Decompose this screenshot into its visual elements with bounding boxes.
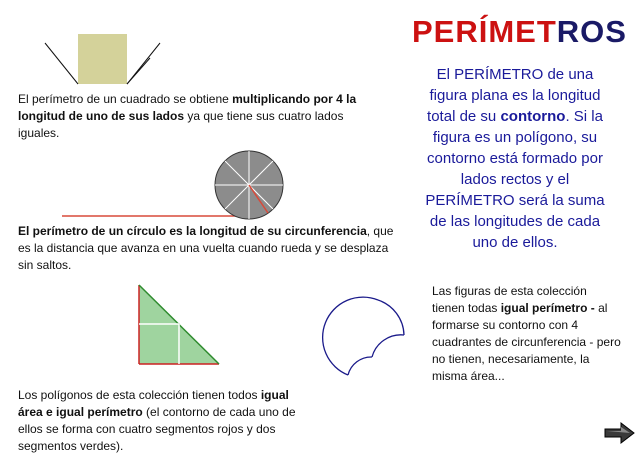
note-text-1: Las figuras de esta colección tienen todas <box>432 284 587 315</box>
note-text-2: al formarse su contorno con 4 cuadrantes de circunferencia - pero no tienen, necesariamente, la misma área... <box>432 301 621 383</box>
arc-4 <box>348 357 372 375</box>
note-bold: igual perímetro - <box>500 301 595 315</box>
square-side-line-left <box>45 43 78 84</box>
arc-3 <box>372 335 404 357</box>
next-button[interactable] <box>603 420 637 446</box>
arc-2 <box>378 300 404 335</box>
square-text-1: El perímetro de un cuadrado se obtiene <box>18 92 233 106</box>
definition-text-1: El PERÍMETRO de una figura plana es la longitud total de su <box>427 66 601 125</box>
square-shape <box>78 34 127 84</box>
definition-bold: contorno <box>500 108 566 125</box>
arc-figure <box>323 297 404 375</box>
circle-text-bold: El perímetro de un círculo es la longitud de su circunferencia <box>18 224 367 238</box>
square-text-bold: multiplicando por 4 la longitud de uno de sus lados <box>18 92 357 123</box>
arc-1 <box>323 297 378 375</box>
title-dark-part: ROS <box>556 14 627 49</box>
circle-figure <box>62 151 283 219</box>
square-figure <box>45 34 160 84</box>
polygon-text-1: Los polígonos de esta colección tienen todos <box>18 388 261 402</box>
square-side-line-right-2 <box>127 58 150 84</box>
polygon-text-2: (el contorno de cada uno de ellos se forma con cuatro segmentos rojos y dos segmentos verdes). <box>18 405 296 453</box>
title-red-part: PERÍMET <box>412 14 557 49</box>
arrow-right-icon <box>603 420 637 446</box>
definition-text-2: . Si la figura es un polígono, su contorno está formado por lados rectos y el PERÍMETRO será la suma de las longitudes de cada uno de ellos. <box>425 108 605 251</box>
polygon-text-bold: igual área e igual perímetro <box>18 388 289 419</box>
square-text-2: ya que tiene sus cuatro lados iguales. <box>18 109 344 140</box>
triangle-figure <box>139 285 219 364</box>
circle-text-2: , que es la distancia que avanza en una vuelta cuando rueda y se desplaza sin saltos. <box>18 224 394 272</box>
